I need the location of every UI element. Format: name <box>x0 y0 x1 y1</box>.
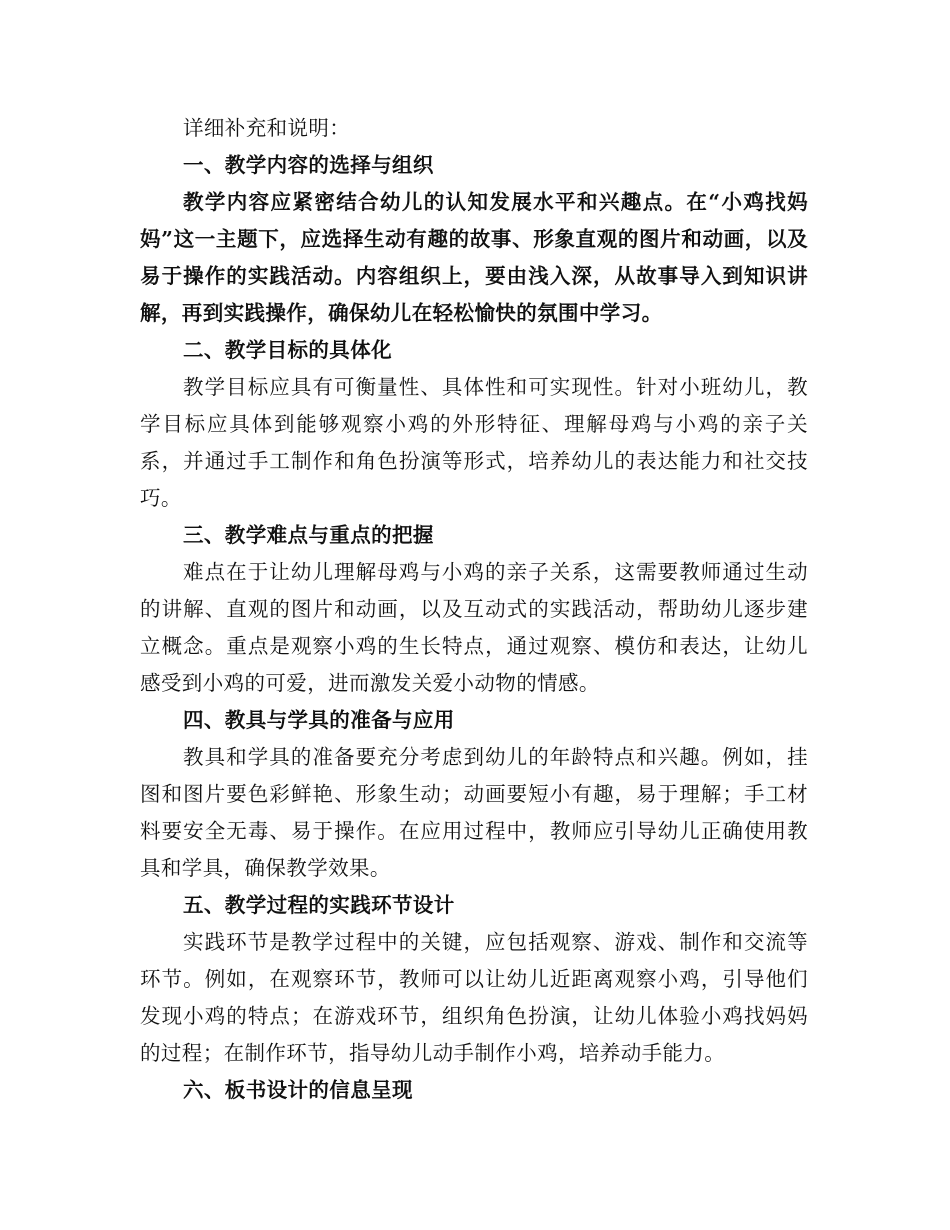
section-4-body: 教具和学具的准备要充分考虑到幼儿的年龄特点和兴趣。例如，挂图和图片要色彩鲜艳、形象生动；动画要短小有趣，易于理解；手工材料要安全无毒、易于操作。在应用过程中，教师应引导幼儿正确使用教具和学具，确保教学效果。 <box>140 745 808 880</box>
section-1-body: 教学内容应紧密结合幼儿的认知发展水平和兴趣点。在“小鸡找妈妈”这一主题下，应选择生动有趣的故事、形象直观的图片和动画，以及易于操作的实践活动。内容组织上，要由浅入深，从故事导入到知识讲解，再到实践操作，确保幼儿在轻松愉快的氛围中学习。 <box>140 190 808 325</box>
section-4-heading: 四、教具与学具的准备与应用 <box>183 708 455 732</box>
intro-text: 详细补充和说明： <box>183 116 351 140</box>
section-3-body: 难点在于让幼儿理解母鸡与小鸡的亲子关系，这需要教师通过生动的讲解、直观的图片和动画，以及互动式的实践活动，帮助幼儿逐步建立概念。重点是观察小鸡的生长特点，通过观察、模仿和表达，让幼儿感受到小鸡的可爱，进而激发关爱小动物的情感。 <box>140 560 808 695</box>
section-6-heading: 六、板书设计的信息呈现 <box>183 1078 413 1102</box>
section-2-heading: 二、教学目标的具体化 <box>183 338 392 362</box>
document-content <box>140 110 808 1109</box>
section-3-heading: 三、教学难点与重点的把握 <box>183 523 434 547</box>
section-2-body: 教学目标应具有可衡量性、具体性和可实现性。针对小班幼儿，教学目标应具体到能够观察小鸡的外形特征、理解母鸡与小鸡的亲子关系，并通过手工制作和角色扮演等形式，培养幼儿的表达能力和社交技巧。 <box>140 375 808 510</box>
section-5-heading: 五、教学过程的实践环节设计 <box>183 893 455 917</box>
section-5-body: 实践环节是教学过程中的关键，应包括观察、游戏、制作和交流等环节。例如，在观察环节，教师可以让幼儿近距离观察小鸡，引导他们发现小鸡的特点；在游戏环节，组织角色扮演，让幼儿体验小鸡找妈妈的过程；在制作环节，指导幼儿动手制作小鸡，培养动手能力。 <box>140 930 808 1065</box>
section-1-heading: 一、教学内容的选择与组织 <box>183 153 434 177</box>
